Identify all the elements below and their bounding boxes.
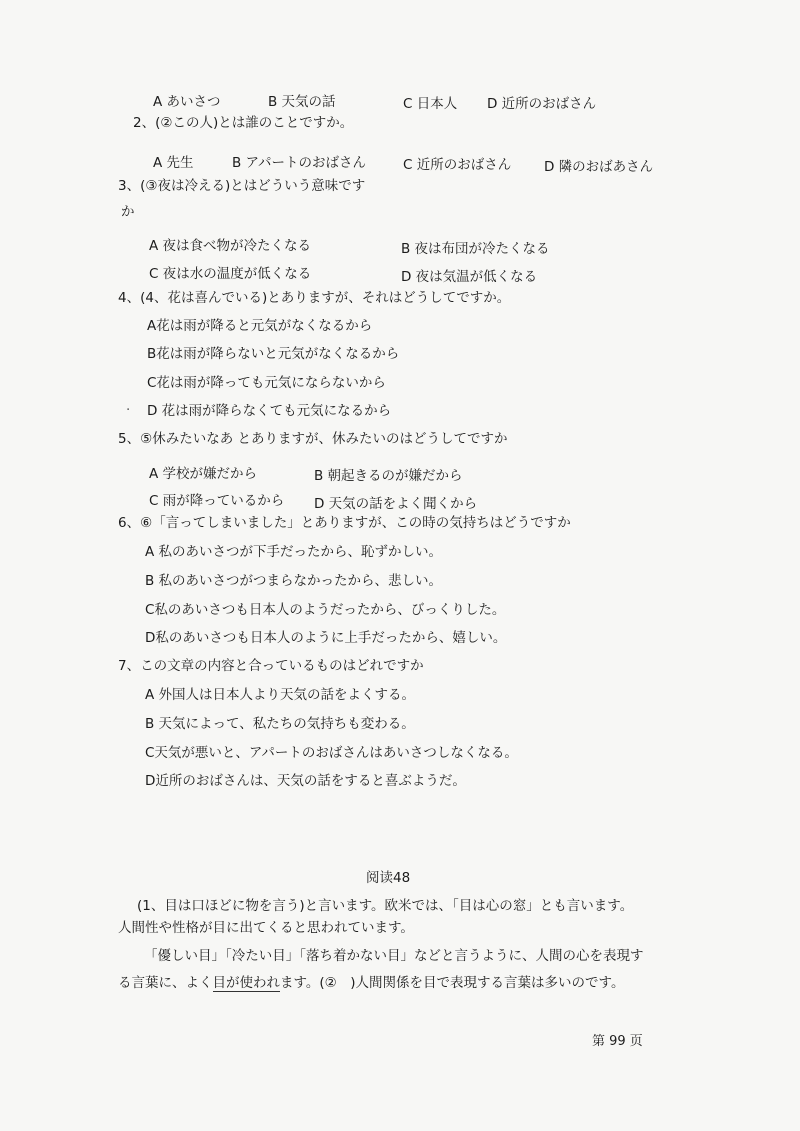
q5-option-c: C 雨が降っているから — [149, 493, 285, 509]
q2-option-d: D 隣のおばあさん — [544, 159, 654, 175]
q3-option-b: B 夜は布団が冷たくなる — [401, 241, 550, 257]
underlined-phrase: 目が使われ — [212, 975, 280, 991]
q7-option-c: C天気が悪いと、アパートのおばさんはあいさつしなくなる。 — [145, 745, 518, 761]
q4-option-d: D 花は雨が降らなくても元気になるから — [147, 403, 392, 419]
q4-option-a: A花は雨が降ると元気がなくなるから — [147, 318, 373, 334]
q2-option-c: C 近所のおばさん — [403, 157, 512, 173]
q3-option-c: C 夜は水の温度が低くなる — [149, 266, 312, 282]
q1-option-c: C 日本人 — [403, 96, 458, 112]
q1-option-b: B 天気の話 — [268, 94, 336, 110]
q3-option-d: D 夜は気温が低くなる — [401, 269, 538, 285]
q1-option-d: D 近所のおばさん — [487, 96, 597, 112]
q6-question: 6、⑥「言ってしまいました」とありますが、この時の気持ちはどうですか — [118, 515, 571, 531]
q7-option-a: A 外国人は日本人より天気の話をよくする。 — [145, 687, 416, 703]
q5-option-b: B 朝起きるのが嫌だから — [314, 468, 463, 484]
reading-para1-line1: (1、目は口ほどに物を言う)と言います。欧米では、「目は心の窓」とも言います。 — [137, 898, 634, 914]
q2-option-b: B アパートのおばさん — [232, 155, 366, 171]
q5-option-d: D 天気の話をよく聞くから — [314, 496, 478, 512]
page-number: 第 99 页 — [592, 1034, 643, 1049]
q4-option-c: C花は雨が降っても元気にならないから — [147, 375, 386, 391]
q2-question: 2、(②この人)とは誰のことですか。 — [133, 115, 354, 131]
q3-option-a: A 夜は食べ物が冷たくなる — [149, 238, 312, 254]
q4-question: 4、(4、花は喜んでいる)とありますが、それはどうしてですか。 — [118, 290, 511, 306]
q6-option-d: D私のあいさつも日本人のように上手だったから、嬉しい。 — [145, 630, 507, 646]
q3-question-line2: か — [121, 204, 135, 220]
q4-option-b: B花は雨が降らないと元気がなくなるから — [147, 346, 400, 362]
reading-para2-line2-start: る言葉に、よく — [118, 975, 213, 991]
q7-question: 7、この文章の内容と合っているものはどれですか — [118, 658, 424, 674]
q5-option-a: A 学校が嫌だから — [149, 466, 258, 482]
reading-para1-line2: 人間性や性格が目に出てくると思われています。 — [118, 920, 414, 936]
q7-option-b: B 天気によって、私たちの気持ちも変わる。 — [145, 716, 415, 732]
q6-option-a: A 私のあいさつが下手だったから、恥ずかしい。 — [145, 544, 443, 560]
reading-para2-line1: 「優しい目」「冷たい目」「落ち着かない目」などと言うように、人間の心を表現す — [144, 948, 644, 964]
reading-para2-line2-end: ます。(② )人間関係を目で表現する言葉は多いのです。 — [280, 975, 625, 991]
q5-question: 5、⑤休みたいなあ とありますが、休みたいのはどうしてですか — [118, 431, 508, 447]
q6-option-b: B 私のあいさつがつまらなかったから、悲しい。 — [145, 573, 443, 589]
stray-mark: · — [126, 402, 131, 418]
q6-option-c: C私のあいさつも日本人のようだったから、びっくりした。 — [145, 602, 506, 618]
q1-option-a: A あいさつ — [153, 94, 221, 110]
reading-para2-line2 — [118, 977, 624, 991]
q3-question-line1: 3、(③夜は冷える)とはどういう意味です — [118, 178, 366, 194]
q7-option-d: D近所のおばさんは、天気の話をすると喜ぶようだ。 — [145, 773, 466, 789]
q2-option-a: A 先生 — [153, 155, 194, 171]
reading-title: 阅读48 — [366, 870, 411, 886]
